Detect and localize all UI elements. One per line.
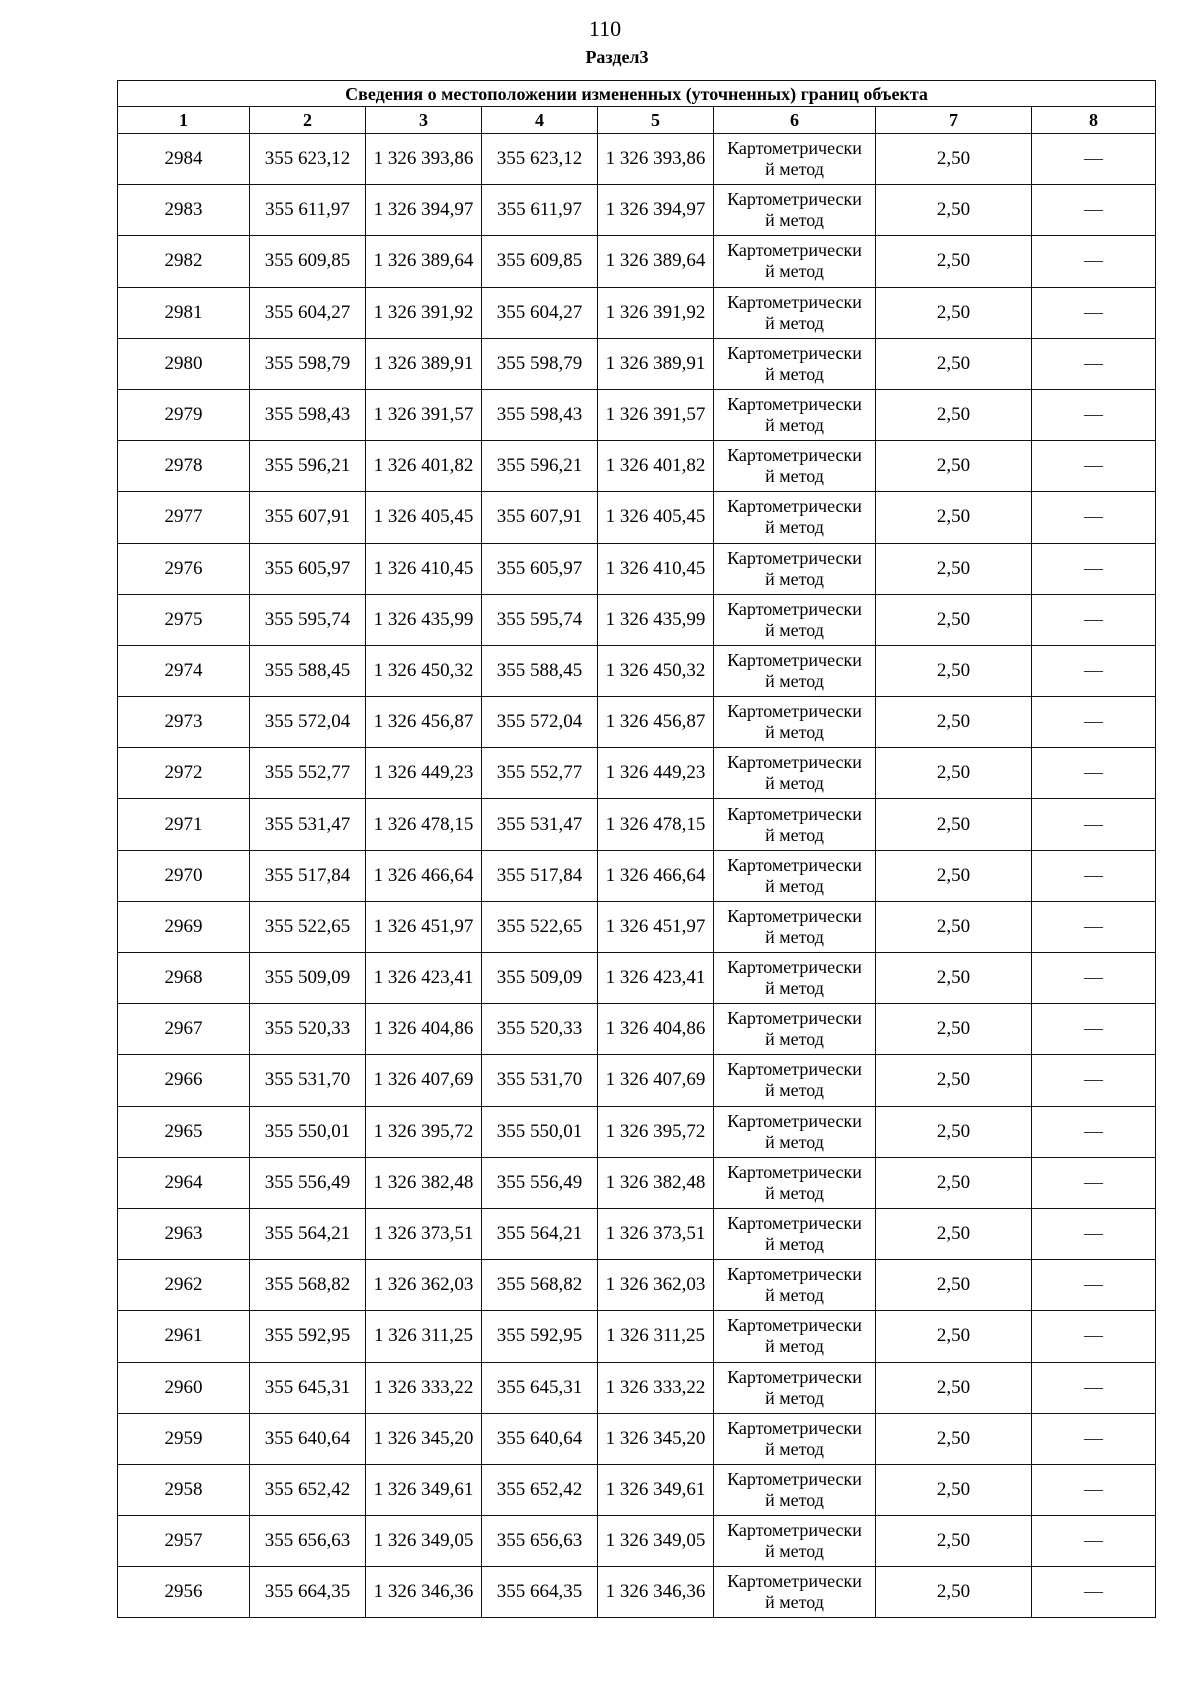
cell-x-refined: 355 568,82 [482,1260,598,1311]
cell-y-refined: 1 326 349,61 [598,1464,714,1515]
cell-point-number: 2978 [118,441,250,492]
table-title: Сведения о местоположении измененных (уточненных) границ объекта [118,81,1156,107]
cell-method: Картометрически й метод [714,1260,876,1311]
cell-point-number: 2961 [118,1311,250,1362]
cell-x-existing: 355 522,65 [250,901,366,952]
cell-accuracy: 2,50 [876,543,1032,594]
cell-y-existing: 1 326 393,86 [366,134,482,185]
cell-method: Картометрически й метод [714,697,876,748]
table-header-row [118,107,1156,134]
cell-x-refined: 355 588,45 [482,645,598,696]
cell-description: — [1032,287,1156,338]
cell-x-existing: 355 568,82 [250,1260,366,1311]
cell-accuracy: 2,50 [876,850,1032,901]
table-row [118,645,1156,696]
cell-method: Картометрически й метод [714,1004,876,1055]
cell-y-existing: 1 326 435,99 [366,594,482,645]
cell-method: Картометрически й метод [714,134,876,185]
table-row [118,441,1156,492]
header-cell-7: 7 [876,107,1032,134]
cell-x-refined: 355 564,21 [482,1208,598,1259]
cell-x-existing: 355 556,49 [250,1157,366,1208]
cell-description: — [1032,1413,1156,1464]
cell-point-number: 2979 [118,389,250,440]
cell-y-existing: 1 326 466,64 [366,850,482,901]
cell-y-existing: 1 326 394,97 [366,185,482,236]
cell-accuracy: 2,50 [876,748,1032,799]
cell-description: — [1032,441,1156,492]
cell-method: Картометрически й метод [714,185,876,236]
cell-point-number: 2980 [118,338,250,389]
cell-point-number: 2960 [118,1362,250,1413]
cell-point-number: 2972 [118,748,250,799]
cell-x-refined: 355 531,70 [482,1055,598,1106]
table-row [118,1516,1156,1567]
cell-accuracy: 2,50 [876,134,1032,185]
cell-description: — [1032,748,1156,799]
cell-y-refined: 1 326 394,97 [598,185,714,236]
cell-method: Картометрически й метод [714,1413,876,1464]
cell-x-existing: 355 509,09 [250,953,366,1004]
cell-point-number: 2974 [118,645,250,696]
cell-y-refined: 1 326 401,82 [598,441,714,492]
cell-x-existing: 355 645,31 [250,1362,366,1413]
cell-method: Картометрически й метод [714,850,876,901]
cell-x-refined: 355 609,85 [482,236,598,287]
cell-y-refined: 1 326 405,45 [598,492,714,543]
cell-accuracy: 2,50 [876,697,1032,748]
cell-y-existing: 1 326 391,92 [366,287,482,338]
cell-x-existing: 355 607,91 [250,492,366,543]
table-row [118,338,1156,389]
cell-x-existing: 355 596,21 [250,441,366,492]
cell-x-refined: 355 623,12 [482,134,598,185]
cell-accuracy: 2,50 [876,287,1032,338]
page-number: 110 [588,16,622,41]
cell-method: Картометрически й метод [714,748,876,799]
cell-description: — [1032,338,1156,389]
cell-y-refined: 1 326 450,32 [598,645,714,696]
table-row [118,1362,1156,1413]
cell-method: Картометрически й метод [714,441,876,492]
table-row [118,1567,1156,1618]
cell-y-existing: 1 326 311,25 [366,1311,482,1362]
cell-accuracy: 2,50 [876,1516,1032,1567]
cell-y-existing: 1 326 395,72 [366,1106,482,1157]
cell-x-refined: 355 552,77 [482,748,598,799]
cell-point-number: 2976 [118,543,250,594]
cell-x-refined: 355 604,27 [482,287,598,338]
cell-accuracy: 2,50 [876,338,1032,389]
cell-description: — [1032,1311,1156,1362]
table-row [118,1260,1156,1311]
cell-description: — [1032,1004,1156,1055]
cell-x-refined: 355 592,95 [482,1311,598,1362]
cell-method: Картометрически й метод [714,1311,876,1362]
header-cell-8: 8 [1032,107,1156,134]
table-row [118,1157,1156,1208]
table-row [118,236,1156,287]
cell-y-existing: 1 326 362,03 [366,1260,482,1311]
cell-method: Картометрически й метод [714,1106,876,1157]
table-title-row [118,81,1156,107]
cell-method: Картометрически й метод [714,901,876,952]
cell-y-existing: 1 326 478,15 [366,799,482,850]
table-body [118,134,1156,1618]
cell-x-refined: 355 607,91 [482,492,598,543]
cell-y-existing: 1 326 389,91 [366,338,482,389]
cell-x-refined: 355 595,74 [482,594,598,645]
cell-description: — [1032,1157,1156,1208]
cell-point-number: 2969 [118,901,250,952]
cell-point-number: 2958 [118,1464,250,1515]
cell-method: Картометрически й метод [714,1208,876,1259]
cell-x-existing: 355 517,84 [250,850,366,901]
cell-y-refined: 1 326 395,72 [598,1106,714,1157]
table-row [118,1208,1156,1259]
cell-method: Картометрически й метод [714,1157,876,1208]
cell-y-existing: 1 326 404,86 [366,1004,482,1055]
table-row [118,594,1156,645]
cell-y-existing: 1 326 373,51 [366,1208,482,1259]
cell-y-existing: 1 326 389,64 [366,236,482,287]
cell-y-refined: 1 326 382,48 [598,1157,714,1208]
cell-y-existing: 1 326 401,82 [366,441,482,492]
cell-method: Картометрически й метод [714,1567,876,1618]
cell-description: — [1032,799,1156,850]
header-cell-4: 4 [482,107,598,134]
cell-y-refined: 1 326 451,97 [598,901,714,952]
cell-accuracy: 2,50 [876,1106,1032,1157]
cell-x-refined: 355 550,01 [482,1106,598,1157]
cell-point-number: 2957 [118,1516,250,1567]
cell-method: Картометрически й метод [714,543,876,594]
cell-x-existing: 355 588,45 [250,645,366,696]
cell-description: — [1032,953,1156,1004]
cell-accuracy: 2,50 [876,492,1032,543]
cell-x-refined: 355 509,09 [482,953,598,1004]
cell-y-existing: 1 326 456,87 [366,697,482,748]
cell-y-refined: 1 326 410,45 [598,543,714,594]
cell-y-existing: 1 326 451,97 [366,901,482,952]
cell-description: — [1032,850,1156,901]
cell-point-number: 2981 [118,287,250,338]
table-row [118,389,1156,440]
cell-x-existing: 355 520,33 [250,1004,366,1055]
cell-point-number: 2967 [118,1004,250,1055]
cell-y-refined: 1 326 349,05 [598,1516,714,1567]
cell-accuracy: 2,50 [876,1567,1032,1618]
cell-x-existing: 355 592,95 [250,1311,366,1362]
cell-x-refined: 355 531,47 [482,799,598,850]
cell-method: Картометрически й метод [714,645,876,696]
cell-x-refined: 355 596,21 [482,441,598,492]
cell-x-refined: 355 522,65 [482,901,598,952]
cell-x-refined: 355 652,42 [482,1464,598,1515]
cell-description: — [1032,1055,1156,1106]
cell-y-existing: 1 326 450,32 [366,645,482,696]
cell-y-refined: 1 326 389,91 [598,338,714,389]
cell-x-refined: 355 645,31 [482,1362,598,1413]
cell-point-number: 2982 [118,236,250,287]
cell-x-existing: 355 531,70 [250,1055,366,1106]
table-row [118,1055,1156,1106]
cell-point-number: 2984 [118,134,250,185]
cell-y-refined: 1 326 362,03 [598,1260,714,1311]
cell-y-refined: 1 326 456,87 [598,697,714,748]
cell-accuracy: 2,50 [876,1311,1032,1362]
cell-accuracy: 2,50 [876,236,1032,287]
cell-y-refined: 1 326 345,20 [598,1413,714,1464]
cell-description: — [1032,492,1156,543]
header-cell-2: 2 [250,107,366,134]
cell-description: — [1032,1567,1156,1618]
cell-point-number: 2962 [118,1260,250,1311]
cell-accuracy: 2,50 [876,1260,1032,1311]
cell-y-existing: 1 326 346,36 [366,1567,482,1618]
cell-accuracy: 2,50 [876,1055,1032,1106]
cell-description: — [1032,901,1156,952]
cell-x-refined: 355 611,97 [482,185,598,236]
cell-x-existing: 355 640,64 [250,1413,366,1464]
cell-point-number: 2983 [118,185,250,236]
cell-description: — [1032,1516,1156,1567]
header-cell-5: 5 [598,107,714,134]
cell-description: — [1032,1464,1156,1515]
cell-x-existing: 355 623,12 [250,134,366,185]
cell-x-existing: 355 564,21 [250,1208,366,1259]
cell-accuracy: 2,50 [876,901,1032,952]
cell-y-existing: 1 326 449,23 [366,748,482,799]
cell-method: Картометрически й метод [714,389,876,440]
table-row [118,799,1156,850]
cell-accuracy: 2,50 [876,1157,1032,1208]
cell-method: Картометрически й метод [714,1516,876,1567]
cell-point-number: 2959 [118,1413,250,1464]
table-row [118,1004,1156,1055]
cell-x-existing: 355 598,43 [250,389,366,440]
cell-x-refined: 355 556,49 [482,1157,598,1208]
cell-point-number: 2971 [118,799,250,850]
cell-description: — [1032,697,1156,748]
table-row [118,697,1156,748]
cell-y-refined: 1 326 449,23 [598,748,714,799]
cell-x-existing: 355 656,63 [250,1516,366,1567]
table-row [118,1413,1156,1464]
cell-accuracy: 2,50 [876,185,1032,236]
cell-x-existing: 355 604,27 [250,287,366,338]
cell-x-existing: 355 595,74 [250,594,366,645]
table-row [118,953,1156,1004]
cell-y-refined: 1 326 391,57 [598,389,714,440]
cell-y-refined: 1 326 407,69 [598,1055,714,1106]
cell-x-refined: 355 598,79 [482,338,598,389]
cell-y-existing: 1 326 382,48 [366,1157,482,1208]
table-row [118,901,1156,952]
cell-y-existing: 1 326 410,45 [366,543,482,594]
cell-point-number: 2963 [118,1208,250,1259]
cell-x-existing: 355 609,85 [250,236,366,287]
cell-y-refined: 1 326 404,86 [598,1004,714,1055]
cell-accuracy: 2,50 [876,953,1032,1004]
cell-y-existing: 1 326 423,41 [366,953,482,1004]
cell-y-refined: 1 326 478,15 [598,799,714,850]
table-row [118,1311,1156,1362]
cell-accuracy: 2,50 [876,799,1032,850]
table-row [118,492,1156,543]
cell-x-existing: 355 652,42 [250,1464,366,1515]
cell-method: Картометрически й метод [714,1055,876,1106]
cell-x-existing: 355 664,35 [250,1567,366,1618]
cell-description: — [1032,543,1156,594]
table-row [118,543,1156,594]
cell-accuracy: 2,50 [876,1208,1032,1259]
cell-point-number: 2975 [118,594,250,645]
cell-x-existing: 355 611,97 [250,185,366,236]
header-cell-3: 3 [366,107,482,134]
cell-y-existing: 1 326 349,61 [366,1464,482,1515]
cell-accuracy: 2,50 [876,389,1032,440]
cell-description: — [1032,1208,1156,1259]
cell-accuracy: 2,50 [876,441,1032,492]
cell-x-refined: 355 517,84 [482,850,598,901]
cell-description: — [1032,185,1156,236]
cell-point-number: 2977 [118,492,250,543]
cell-method: Картометрически й метод [714,287,876,338]
cell-description: — [1032,645,1156,696]
cell-method: Картометрически й метод [714,492,876,543]
cell-description: — [1032,1362,1156,1413]
cell-x-refined: 355 664,35 [482,1567,598,1618]
cell-accuracy: 2,50 [876,1464,1032,1515]
cell-accuracy: 2,50 [876,594,1032,645]
table-row [118,850,1156,901]
cell-point-number: 2970 [118,850,250,901]
cell-description: — [1032,594,1156,645]
table-row [118,134,1156,185]
cell-y-existing: 1 326 349,05 [366,1516,482,1567]
cell-x-refined: 355 520,33 [482,1004,598,1055]
cell-x-refined: 355 640,64 [482,1413,598,1464]
cell-point-number: 2966 [118,1055,250,1106]
table-row [118,185,1156,236]
cell-point-number: 2965 [118,1106,250,1157]
coordinates-table [117,80,1156,1618]
cell-x-refined: 355 656,63 [482,1516,598,1567]
table-row [118,1106,1156,1157]
cell-accuracy: 2,50 [876,1413,1032,1464]
cell-y-refined: 1 326 333,22 [598,1362,714,1413]
cell-point-number: 2973 [118,697,250,748]
cell-y-existing: 1 326 391,57 [366,389,482,440]
cell-x-existing: 355 552,77 [250,748,366,799]
table-row [118,1464,1156,1515]
cell-x-refined: 355 572,04 [482,697,598,748]
cell-y-refined: 1 326 466,64 [598,850,714,901]
cell-description: — [1032,236,1156,287]
cell-x-existing: 355 605,97 [250,543,366,594]
cell-description: — [1032,389,1156,440]
table-row [118,287,1156,338]
table-row [118,748,1156,799]
cell-point-number: 2968 [118,953,250,1004]
cell-y-existing: 1 326 333,22 [366,1362,482,1413]
cell-method: Картометрически й метод [714,799,876,850]
cell-y-refined: 1 326 373,51 [598,1208,714,1259]
header-cell-1: 1 [118,107,250,134]
cell-method: Картометрически й метод [714,236,876,287]
cell-y-refined: 1 326 389,64 [598,236,714,287]
cell-y-refined: 1 326 346,36 [598,1567,714,1618]
cell-y-refined: 1 326 423,41 [598,953,714,1004]
cell-x-existing: 355 572,04 [250,697,366,748]
cell-description: — [1032,134,1156,185]
cell-method: Картометрически й метод [714,953,876,1004]
cell-method: Картометрически й метод [714,1464,876,1515]
cell-description: — [1032,1260,1156,1311]
cell-method: Картометрически й метод [714,1362,876,1413]
cell-accuracy: 2,50 [876,1362,1032,1413]
cell-x-existing: 355 598,79 [250,338,366,389]
cell-x-existing: 355 531,47 [250,799,366,850]
cell-y-refined: 1 326 391,92 [598,287,714,338]
cell-y-existing: 1 326 407,69 [366,1055,482,1106]
cell-y-existing: 1 326 345,20 [366,1413,482,1464]
header-cell-6: 6 [714,107,876,134]
cell-accuracy: 2,50 [876,645,1032,696]
cell-method: Картометрически й метод [714,338,876,389]
cell-y-existing: 1 326 405,45 [366,492,482,543]
cell-y-refined: 1 326 435,99 [598,594,714,645]
cell-description: — [1032,1106,1156,1157]
cell-method: Картометрически й метод [714,594,876,645]
section-title: Раздел3 [585,47,649,67]
cell-x-existing: 355 550,01 [250,1106,366,1157]
cell-x-refined: 355 605,97 [482,543,598,594]
cell-accuracy: 2,50 [876,1004,1032,1055]
cell-y-refined: 1 326 311,25 [598,1311,714,1362]
cell-point-number: 2964 [118,1157,250,1208]
cell-x-refined: 355 598,43 [482,389,598,440]
cell-y-refined: 1 326 393,86 [598,134,714,185]
cell-point-number: 2956 [118,1567,250,1618]
